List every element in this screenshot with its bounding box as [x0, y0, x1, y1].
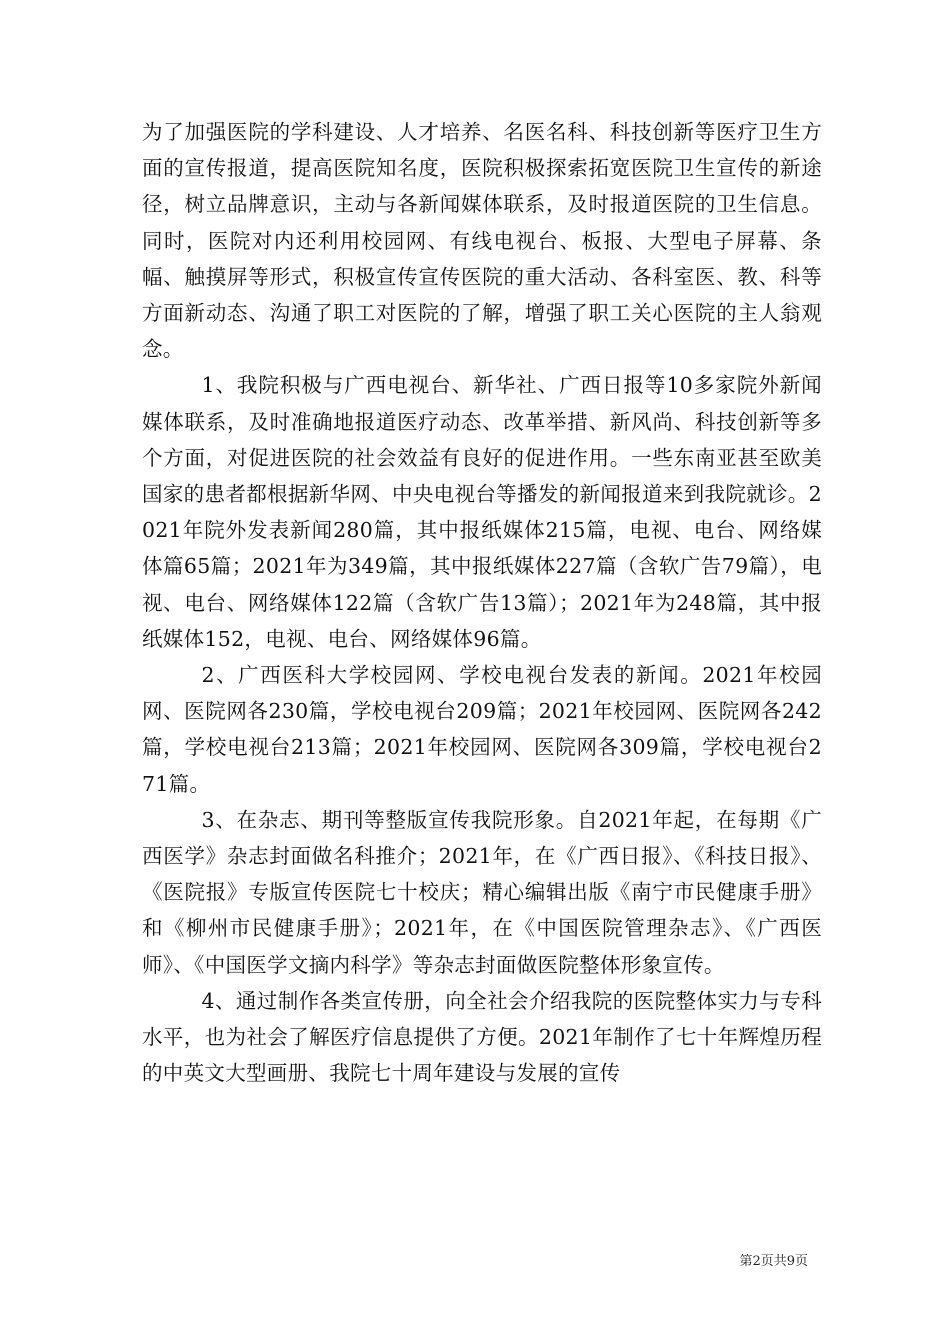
list-item-4-paragraph: 4、通过制作各类宣传册，向全社会介绍我院的医院整体实力与专科水平，也为社会了解医疗信息提供了方便。2021年制作了七十年辉煌历程的中英文大型画册、我院七十周年建设与发展的宣传 [142, 988, 822, 1086]
list-item-2-paragraph: 2、广西医科大学校园网、学校电视台发表的新闻。2021年校园网、医院网各230篇，学校电视台209篇；2021年校园网、医院网各242篇，学校电视台213篇；2021年校园网、医院网各309篇，学校电视台271篇。 [142, 663, 822, 796]
list-item-1-paragraph: 1、我院积极与广西电视台、新华社、广西日报等10多家院外新闻媒体联系，及时准确地报道医疗动态、改革举措、新风尚、科技创新等多个方面，对促进医院的社会效益有良好的促进作用。一些东南亚甚至欧美国家的患者都根据新华网、中央电视台等播发的新闻报道来到我院就诊。2021年院外发表新闻280篇，其中报纸媒体215篇，电视、电台、网络媒体篇65篇；2021年为349篇，其中报纸媒体227篇（含软广告79篇），电视、电台、网络媒体122篇（含软广告13篇）；2021年为248篇，其中报纸媒体152，电视、电台、网络媒体96篇。 [142, 373, 822, 651]
list-item-3-paragraph: 3、在杂志、期刊等整版宣传我院形象。自2021年起，在每期《广西医学》杂志封面做名科推介；2021年，在《广西日报》、《科技日报》、《医院报》专版宣传医院七十校庆；精心编辑出版《南宁市民健康手册》和《柳州市民健康手册》；2021年，在《中国医院管理杂志》、《广西医师》、《中国医学文摘内科学》等杂志封面做医院整体形象宣传。 [142, 807, 822, 977]
document-body [142, 114, 822, 1091]
page-number-footer: 第2页共9页 [739, 1254, 808, 1269]
intro-paragraph: 为了加强医院的学科建设、人才培养、名医名科、科技创新等医疗卫生方面的宣传报道，提高医院知名度，医院积极探索拓宽医院卫生宣传的新途径，树立品牌意识，主动与各新闻媒体联系，及时报道医院的卫生信息。同时，医院对内还利用校园网、有线电视台、板报、大型电子屏幕、条幅、触摸屏等形式，积极宣传宣传医院的重大活动、各科室医、教、科等方面新动态、沟通了职工对医院的了解，增强了职工关心医院的主人翁观念。 [142, 120, 822, 362]
